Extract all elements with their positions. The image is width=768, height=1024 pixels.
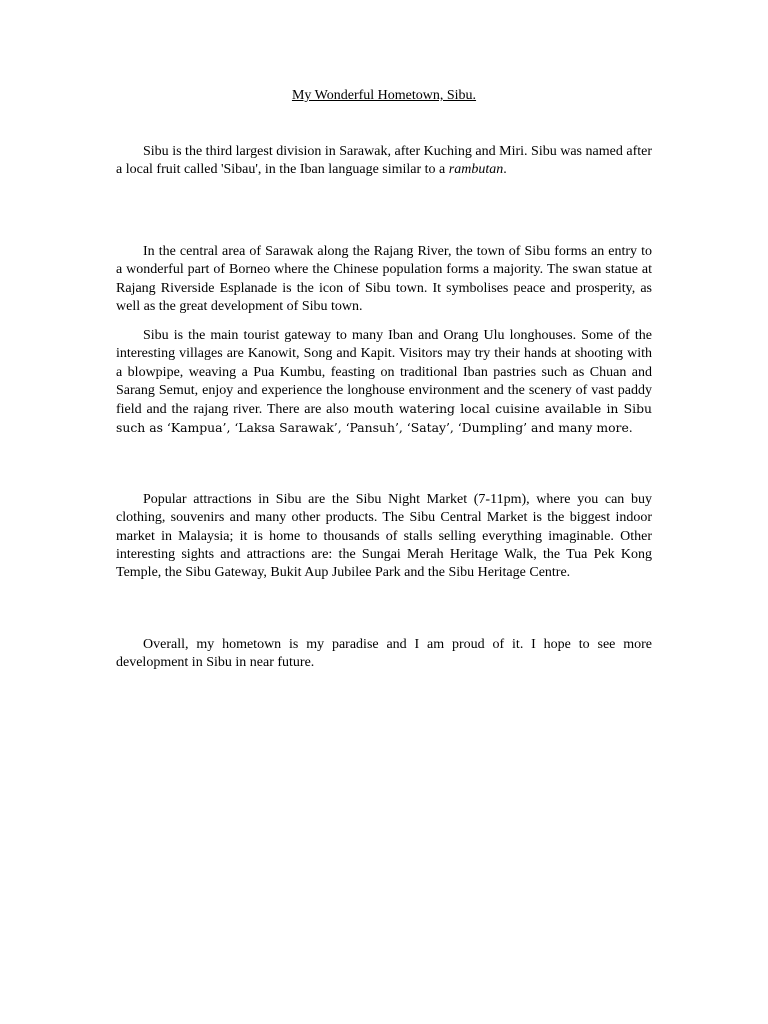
paragraph-tourist-gateway [116, 327, 652, 439]
paragraph-intro [116, 143, 652, 180]
paragraph-central-area: In the central area of Sarawak along the Rajang River, the town of Sibu forms an entry to a wonderful part of Borneo where the Chinese population forms a majority. The swan statue at Rajang Riverside Esplanade is the icon of Sibu town. It symbolises peace and prosperity, as well as the great development of Sibu town. [116, 244, 652, 314]
paragraph-attractions: Popular attractions in Sibu are the Sibu Night Market (7-11pm), where you can buy clothing, souvenirs and many other products. The Sibu Central Market is the biggest indoor market in Malaysia; it is home to thousands of stalls selling everything imaginable. Other interesting sights and attractions are: the Sungai Merah Heritage Walk, the Tua Pek Kong Temple, the Sibu Gateway, Bukit Aup Jubilee Park and the Sibu Heritage Centre. [116, 492, 652, 581]
paragraph-intro-italic: rambutan [448, 162, 504, 178]
paragraph-intro-end: . [503, 162, 507, 178]
paragraph-intro-text: Sibu is the third largest division in Sarawak, after Kuching and Miri. Sibu was named after a local fruit called 'Sibau', in the Iban language similar to a [116, 144, 652, 178]
paragraph-tourist-gateway-cuisine: mouth watering local cuisine available in Sibu such as ‘Kampua’, ‘Laksa Sarawak’, ‘Pansuh’, ‘Satay’, ‘Dumpling’ and many more. [116, 401, 653, 436]
paragraph-tourist-gateway-text: Sibu is the main tourist gateway to many Iban and Orang Ulu longhouses. Some of the interesting villages are Kanowit, Song and Kapit. Visitors may try their hands at shooting with a blowpipe, weaving a Pua Kumbu, feasting on traditional Iban pastries such as Chuan and Sarang Semut, enjoy and experience the longhouse environment and the scenery of vast paddy field and the rajang river. There are also [116, 328, 652, 418]
document-page [116, 0, 652, 1024]
paragraph-conclusion: Overall, my hometown is my paradise and I am proud of it. I hope to see more development in Sibu in near future. [116, 637, 652, 671]
document-title: My Wonderful Hometown, Sibu. [291, 88, 477, 103]
